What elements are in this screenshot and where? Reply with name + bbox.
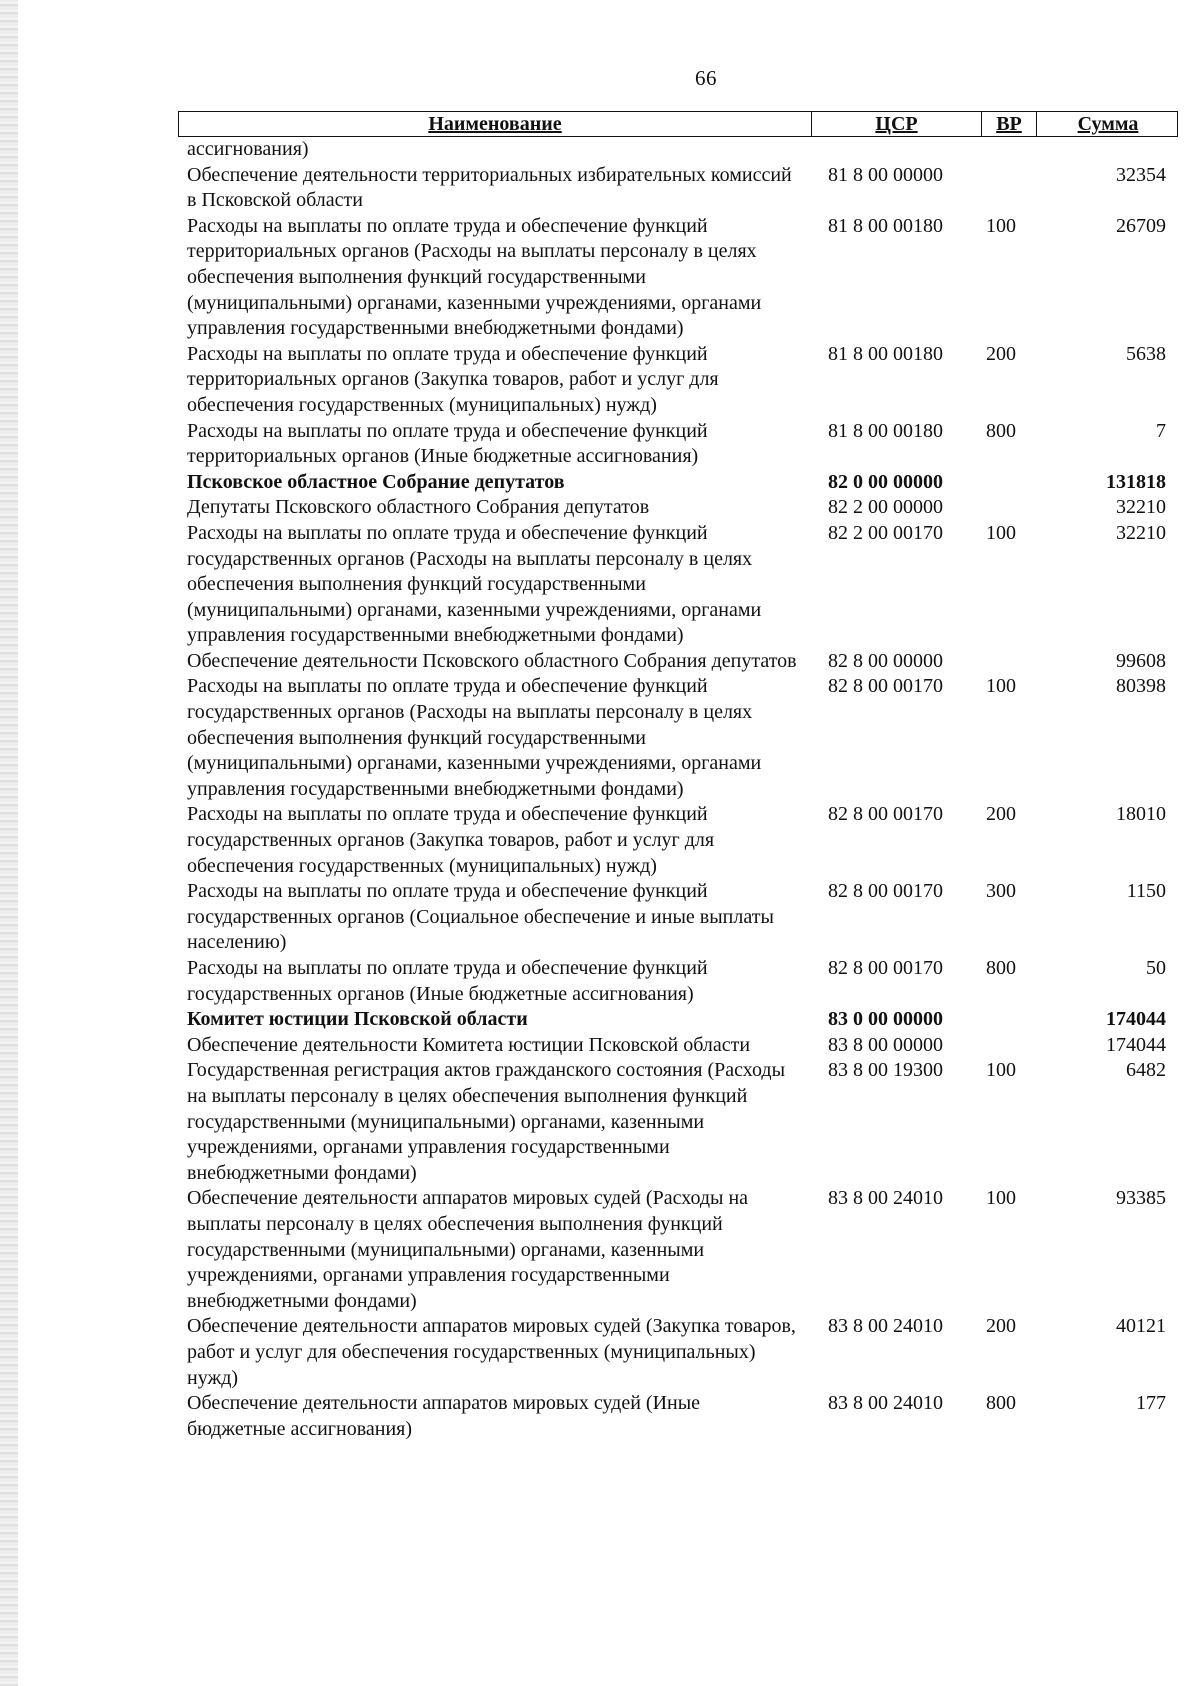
row-vr-cell bbox=[980, 495, 1035, 521]
table-row bbox=[178, 1007, 1178, 1033]
row-sum-cell: 32210 bbox=[1116, 496, 1166, 519]
row-sum-cell: 174044 bbox=[1106, 1008, 1166, 1031]
row-csr-cell: 82 8 00 00170 bbox=[828, 957, 943, 979]
row-vr-cell bbox=[980, 649, 1035, 675]
row-csr-cell: 83 8 00 24010 bbox=[828, 1392, 943, 1415]
row-name-cell: Комитет юстиции Псковской области bbox=[187, 1008, 528, 1031]
row-sum-cell: 6482 bbox=[1126, 1059, 1166, 1082]
row-name-cell: Обеспечение деятельности Комитета юстиции Псковской области bbox=[187, 1033, 751, 1056]
row-csr-cell bbox=[810, 137, 980, 163]
table-row bbox=[178, 470, 1178, 496]
row-vr-cell: 200 bbox=[986, 1315, 1016, 1338]
row-vr-cell: 800 bbox=[986, 1392, 1016, 1415]
row-csr-cell: 82 8 00 00000 bbox=[828, 649, 943, 672]
row-csr-cell: 81 8 00 00180 bbox=[828, 342, 943, 365]
row-sum-cell bbox=[1035, 137, 1178, 163]
row-sum-cell: 177 bbox=[1136, 1392, 1166, 1415]
row-name-cell: Расходы на выплаты по оплате труда и обеспечение функций территориальных органов (Закупка товаров, работ и услуг для обеспечения государственных (муниципальных) нужд) bbox=[187, 342, 719, 416]
header-csr: ЦСР bbox=[811, 112, 981, 136]
row-csr-cell: 83 0 00 00000 bbox=[828, 1008, 943, 1031]
row-name-cell: Государственная регистрация актов гражданского состояния (Расходы на выплаты персоналу в целях обеспечения выполнения функций государственными (муниципальными) органами, казенными учреждениями, органами управления государственными внебюджетными фондами) bbox=[187, 1059, 786, 1184]
row-sum-cell: 5638 bbox=[1126, 342, 1166, 365]
row-name-cell: ассигнования) bbox=[187, 138, 309, 160]
row-vr-cell: 100 bbox=[986, 521, 1016, 544]
row-sum-cell: 32210 bbox=[1116, 521, 1166, 544]
table-row bbox=[178, 1314, 1178, 1391]
row-csr-cell: 81 8 00 00000 bbox=[828, 163, 943, 186]
table-header bbox=[178, 111, 1178, 137]
table-row bbox=[178, 521, 1178, 649]
row-sum-cell: 18010 bbox=[1116, 803, 1166, 826]
row-vr-cell: 800 bbox=[986, 957, 1016, 979]
row-sum-cell: 26709 bbox=[1116, 214, 1166, 237]
row-csr-cell: 82 8 00 00170 bbox=[828, 675, 943, 698]
row-csr-cell: 81 8 00 00180 bbox=[828, 214, 943, 237]
row-vr-cell bbox=[980, 137, 1035, 163]
row-sum-cell: 93385 bbox=[1116, 1187, 1166, 1210]
row-vr-cell: 800 bbox=[986, 419, 1016, 442]
table-row bbox=[178, 802, 1178, 879]
table-row bbox=[178, 214, 1178, 342]
table-row bbox=[178, 495, 1178, 521]
row-csr-cell: 82 2 00 00000 bbox=[828, 496, 943, 519]
row-vr-cell bbox=[980, 1033, 1035, 1059]
row-vr-cell bbox=[980, 470, 1035, 496]
row-vr-cell: 300 bbox=[986, 880, 1016, 903]
row-vr-cell: 200 bbox=[986, 342, 1016, 365]
row-csr-cell: 81 8 00 00180 bbox=[828, 419, 943, 442]
row-sum-cell: 50 bbox=[1146, 957, 1166, 979]
table-row bbox=[178, 649, 1178, 675]
row-sum-cell: 80398 bbox=[1116, 675, 1166, 698]
budget-table bbox=[178, 111, 1178, 1442]
row-csr-cell: 82 8 00 00170 bbox=[828, 880, 943, 903]
row-name-cell: Псковское областное Собрание депутатов bbox=[187, 470, 565, 493]
header-name: Наименование bbox=[428, 113, 562, 135]
row-name-cell: Расходы на выплаты по оплате труда и обеспечение функций государственных органов (Расходы на выплаты персоналу в целях обеспечения выполнения функций государственными (муниципальными) органами, казенными учреждениями, органами управления государственными внебюджетными фондами) bbox=[187, 521, 762, 647]
table-row bbox=[178, 956, 1178, 1007]
row-sum-cell: 40121 bbox=[1116, 1315, 1166, 1338]
row-csr-cell: 83 8 00 00000 bbox=[828, 1033, 943, 1056]
table-row bbox=[178, 674, 1178, 802]
row-vr-cell bbox=[980, 163, 1035, 214]
row-name-cell: Расходы на выплаты по оплате труда и обеспечение функций территориальных органов (Расходы на выплаты персоналу в целях обеспечения выполнения функций государственными (муниципальными) органами, казенными учреждениями, органами управления государственными внебюджетными фондами) bbox=[187, 214, 762, 340]
row-vr-cell bbox=[980, 1007, 1035, 1033]
row-vr-cell: 200 bbox=[986, 803, 1016, 826]
header-sum: Сумма bbox=[1036, 112, 1179, 136]
row-vr-cell: 100 bbox=[986, 214, 1016, 237]
row-csr-cell: 83 8 00 24010 bbox=[828, 1315, 943, 1338]
row-csr-cell: 83 8 00 24010 bbox=[828, 1187, 943, 1210]
row-name-cell: Расходы на выплаты по оплате труда и обеспечение функций государственных органов (Социальное обеспечение и иные выплаты населению) bbox=[187, 880, 774, 954]
row-sum-cell: 1150 bbox=[1126, 880, 1166, 903]
row-name-cell: Обеспечение деятельности территориальных избирательных комиссий в Псковской области bbox=[187, 163, 792, 212]
header-vr: ВР bbox=[981, 112, 1036, 136]
row-name-cell: Обеспечение деятельности аппаратов мировых судей (Иные бюджетные ассигнования) bbox=[187, 1392, 701, 1440]
row-sum-cell: 7 bbox=[1156, 419, 1166, 442]
row-name-cell: Расходы на выплаты по оплате труда и обеспечение функций территориальных органов (Иные бюджетные ассигнования) bbox=[187, 419, 708, 468]
table-row bbox=[178, 137, 1178, 163]
row-name-cell: Расходы на выплаты по оплате труда и обеспечение функций государственных органов (Расходы на выплаты персоналу в целях обеспечения выполнения функций государственными (муниципальными) органами, казенными учреждениями, органами управления государственными внебюджетными фондами) bbox=[187, 675, 762, 800]
table-row bbox=[178, 879, 1178, 956]
row-vr-cell: 100 bbox=[986, 675, 1016, 698]
row-sum-cell: 174044 bbox=[1106, 1033, 1166, 1056]
table-row bbox=[178, 1186, 1178, 1314]
table-row bbox=[178, 419, 1178, 470]
row-sum-cell: 131818 bbox=[1106, 470, 1166, 493]
row-sum-cell: 99608 bbox=[1116, 649, 1166, 672]
table-row bbox=[178, 1391, 1178, 1442]
row-name-cell: Депутаты Псковского областного Собрания депутатов bbox=[187, 496, 650, 519]
table-row bbox=[178, 1058, 1178, 1186]
row-csr-cell: 82 8 00 00170 bbox=[828, 803, 943, 826]
row-name-cell: Расходы на выплаты по оплате труда и обеспечение функций государственных органов (Закупка товаров, работ и услуг для обеспечения государственных (муниципальных) нужд) bbox=[187, 803, 715, 877]
scan-edge-artifact bbox=[0, 0, 18, 1686]
row-csr-cell: 82 2 00 00170 bbox=[828, 521, 943, 544]
row-sum-cell: 32354 bbox=[1116, 163, 1166, 186]
row-name-cell: Обеспечение деятельности Псковского областного Собрания депутатов bbox=[187, 649, 797, 672]
table-row bbox=[178, 163, 1178, 214]
row-csr-cell: 82 0 00 00000 bbox=[828, 470, 943, 493]
row-name-cell: Обеспечение деятельности аппаратов мировых судей (Закупка товаров, работ и услуг для обеспечения государственных (муниципальных) нужд) bbox=[187, 1315, 796, 1389]
table-row bbox=[178, 342, 1178, 419]
row-name-cell: Обеспечение деятельности аппаратов мировых судей (Расходы на выплаты персоналу в целях обеспечения выполнения функций государственными (муниципальными) органами, казенными учреждениями, органами управления государственными внебюджетными фондами) bbox=[187, 1187, 749, 1312]
row-vr-cell: 100 bbox=[986, 1187, 1016, 1210]
table-row bbox=[178, 1033, 1178, 1059]
row-vr-cell: 100 bbox=[986, 1059, 1016, 1082]
table-body bbox=[178, 137, 1178, 1442]
row-name-cell: Расходы на выплаты по оплате труда и обеспечение функций государственных органов (Иные бюджетные ассигнования) bbox=[187, 957, 708, 1005]
page-number: 66 bbox=[695, 66, 717, 90]
row-csr-cell: 83 8 00 19300 bbox=[828, 1059, 943, 1082]
